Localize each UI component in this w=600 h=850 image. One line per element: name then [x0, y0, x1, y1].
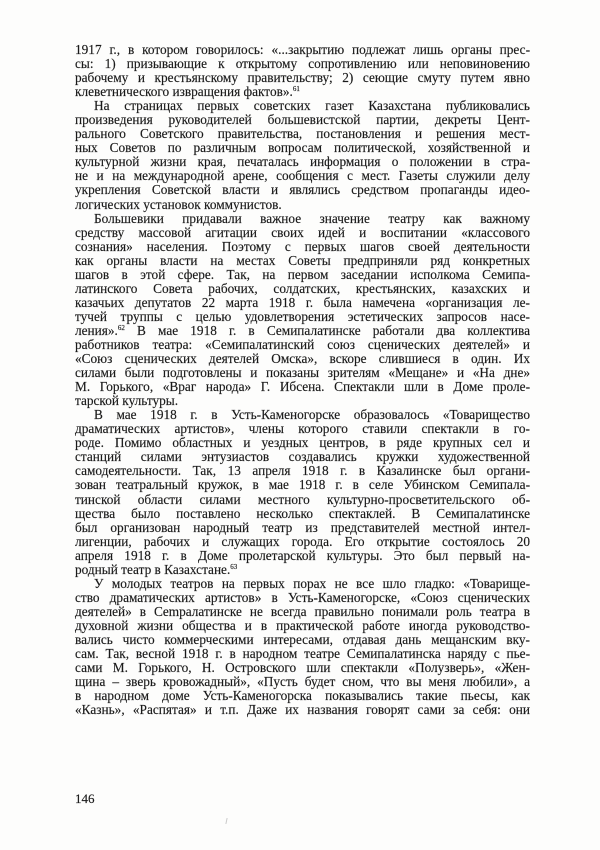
text-line: В мае 1918 г. в Усть-Каменогорске образовалось «Товарищество	[94, 407, 530, 423]
text-line: тарской культуры.	[75, 393, 179, 409]
text-line: латинского Совета рабочих, солдатских, крестьянских, казахских и	[75, 280, 530, 296]
text-line: сами М. Горького, Н. Островского шли спектакли «Полузверь», «Жен-	[75, 660, 530, 676]
text-line: казачьих депутатов 22 марта 1918 г. была намечена «организация ле-	[75, 294, 530, 310]
paragraph	[75, 43, 530, 99]
text-line: У молодых театров на первых порах не все шло гладко: «Товарище-	[94, 575, 530, 591]
text-line: укрепления Советской власти и являлись средством пропаганды идео-	[75, 182, 530, 198]
text-line: апреля 1918 г. в Доме пролетарской культуры. Это был первый на-	[75, 547, 530, 563]
text-line: щина – зверь кровожадный», «Пусть будет сном, что вы меня любили», а	[75, 674, 530, 690]
text-line: лигенции, рабочих и служащих города. Его открытие состоялось 20	[75, 533, 530, 549]
text-line: ство драматических артистов» в Усть-Каменогорске, «Союз сценических	[75, 589, 530, 605]
paragraph	[75, 408, 530, 577]
text-line: сознания» населения. Поэтому с первых шагов своей деятельности	[75, 238, 530, 254]
paragraph	[75, 99, 530, 211]
text-line: самодеятельности. Так, 13 апреля 1918 г. в Казалинске был органи-	[75, 463, 530, 479]
text-line: средству массовой агитации своих идей и воспитании «классового	[75, 224, 530, 240]
text-line-content: ления».	[75, 322, 118, 338]
text-line-content: клеветнического извращения фактов».	[75, 84, 293, 100]
text-line: рального Советского правительства, постановления и решения мест-	[75, 126, 530, 142]
text-line: сы: 1) призывающие к открытому сопротивлению или неповиновению	[75, 56, 530, 72]
text-line: тучей труппы с целью удовлетворения эстетических запросов насе-	[75, 308, 530, 324]
text-line-content: В мае 1918 г. в Семипалатинске работали два коллектива	[137, 322, 530, 338]
text-line: щества было поставлено несколько спектаклей. В Семипалатинске	[75, 505, 530, 521]
text-line: работников театра: «Семипалатинский союз сценических деятелей» и	[75, 336, 530, 352]
paragraph	[75, 212, 530, 409]
text-line: драматических артистов», члены которого ставили спектакли в го-	[75, 421, 530, 437]
text-line: рабочему и крестьянскому правительству; 2) сеющие смуту путем явно	[75, 70, 530, 86]
text-line: как органы власти на местах Советы предприняли ряд конкретных	[75, 252, 530, 268]
text-line: Большевики придавали важное значение театру как важному	[94, 210, 530, 226]
text-line: был организован народный театр из представителей местной интел-	[75, 519, 530, 535]
text-line-content: родный театр в Казахстане.	[75, 561, 231, 577]
text-line: станций силами энтузиастов создавались кружки художественной	[75, 449, 530, 465]
footnote-ref: 61	[292, 85, 300, 94]
text-line: духовной жизни общества и в практической работе иногда руководство-	[75, 617, 530, 633]
scan-speck	[225, 818, 227, 824]
text-line: произведения руководителей большевистской партии, декреты Цент-	[75, 112, 530, 128]
text-line	[75, 563, 530, 577]
text-line: роде. Помимо областных и уездных центров, в ряде крупных сел и	[75, 435, 530, 451]
text-line: «Союз сценических деятелей Омска», вскоре слившиеся в один. Их	[75, 351, 530, 367]
text-line: зован театральный кружок, в мае 1918 г. в селе Убинском Семипала-	[75, 477, 530, 493]
text-line: шагов в этой сфере. Так, на первом заседании исполкома Семипа-	[75, 266, 530, 282]
paragraph	[75, 577, 530, 717]
footnote-ref: 62	[117, 323, 125, 332]
text-line: в народном доме Усть-Каменогорска показывались такие пьесы, как	[75, 688, 530, 704]
text-line: вались чисто коммерческими интересами, отдавая дань мещанским вку-	[75, 631, 530, 647]
page-number: 146	[75, 791, 95, 806]
text-line: деятелей» в Сempалатинске не всегда правильно понимали роль театра в	[75, 603, 530, 619]
text-line	[75, 85, 530, 99]
text-line	[75, 324, 530, 338]
text-line: На страницах первых советских газет Казахстана публиковались	[94, 98, 530, 114]
footnote-ref: 63	[230, 562, 238, 571]
text-line: сам. Так, весной 1918 г. в народном театре Семипалатинска наряду с пье-	[75, 646, 530, 662]
text-line: 1917 г., в котором говорилось: «...закрытию подлежат лишь органы прес-	[75, 42, 530, 57]
text-line: силами были подготовлены и показаны зрителям «Мещане» и «На дне»	[75, 365, 530, 381]
text-line: М. Горького, «Враг народа» Г. Ибсена. Спектакли шли в Доме проле-	[75, 379, 530, 395]
text-line: «Казнь», «Распятая» и т.п. Даже их названия говорят сами за себя: они	[75, 702, 530, 718]
text-line: тинской области силами местного культурно-просветительского об-	[75, 491, 530, 507]
text-line: не и на международной арене, сообщения с мест. Газеты служили делу	[75, 168, 530, 184]
text-line: культурной жизни края, печаталась информация о положении в стра-	[75, 154, 530, 170]
text-line: ных Советов по различным вопросам политической, хозяйственной и	[75, 140, 530, 156]
document-page	[75, 43, 530, 717]
text-line: логических установок коммунистов.	[75, 196, 282, 212]
